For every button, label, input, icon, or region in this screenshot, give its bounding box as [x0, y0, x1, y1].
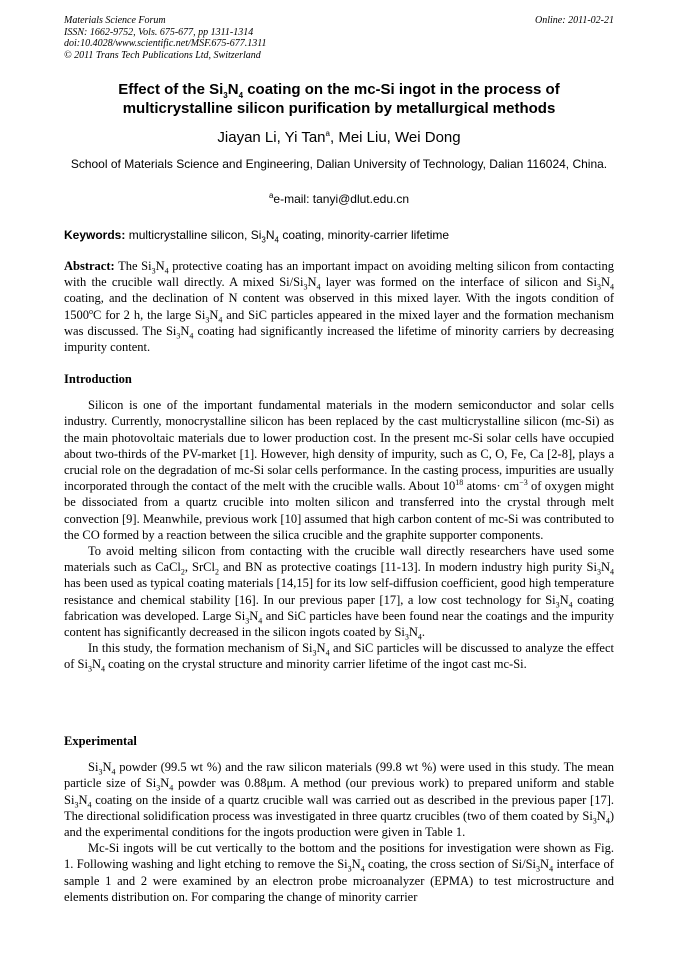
- affiliation: School of Materials Science and Engineering, Dalian University of Technology, Dalian 116024, China.: [70, 157, 608, 171]
- experimental-section: [64, 733, 614, 905]
- experimental-paragraph-2: Mc-Si ingots will be cut vertically to the bottom and the positions for investigation were shown as Fig. 1. Following washing and light etching to remove the $Si_3N_4$ coating, the cross section of $Si/Si_3N_4$ interface of sample 1 and 2 were examined by an electron probe microanalyzer (EPMA) to test microstructure and elements distribution on. For comparing the change of minority carrier: [64, 841, 614, 904]
- email-line: $^a$e-mail: tanyi@dlut.edu.cn: [268, 191, 410, 206]
- experimental-heading: Experimental: [64, 734, 137, 748]
- author-list: Jiayan Li, Yi Tan$^a$, Mei Liu, Wei Dong: [217, 129, 461, 146]
- online-date: Online: 2011-02-21: [535, 15, 614, 26]
- abstract: Abstract: The $Si_3N_4$ protective coating has an important impact on avoiding melting silicon from contacting with the crucible wall directly. A mixed $Si/Si_3N_4$ layer was formed on the interface of silicon and $Si_3N_4$ coating, and the declination of N content was observed in this mixed layer. With the ingots condition of 1500$^o$C for 2 h, the large $Si_3N_4$ and SiC particles appeared in the mixed layer and the formation mechanism was discussed. The $Si_3N_4$ coating had significantly increased the lifetime of minority carriers by decreasing impurity content.: [64, 259, 614, 355]
- copyright-line: © 2011 Trans Tech Publications Ltd, Switzerland: [64, 49, 261, 61]
- introduction-section: [64, 371, 614, 673]
- paper-title: Effect of the $Si_3N_4$ coating on the mc-Si ingot in the process of multicrystalline silicon purification by metallurgical methods: [118, 81, 560, 117]
- experimental-paragraph-1: $Si_3N_4$ powder (99.5 wt %) and the raw silicon materials (99.8 wt %) were used in this study. The mean particle size of $Si_3N_4$ powder was 0.88μm. A method (our previous work) to prepared uniform and stable $Si_3N_4$ coating on the inside of a quartz crucible wall was carried out as described in the previous paper [17]. The directional solidification process was investigated in three quartz crucibles (two of them coated by $Si_3N_4$) and the experimental conditions for the ingots production were given in Table 1.: [64, 760, 614, 840]
- intro-paragraph-2: To avoid melting silicon from contacting with the crucible wall directly researchers have used some materials such as CaCl$_2$, SrCl$_2$ and BN as protective coatings [11-13]. In modern industry high purity $Si_3N_4$ has been used as typical coating materials [14,15] for its low self-diffusion coefficient, good high temperature resistance and chemical stability [16]. In our previous paper [17], a low cost technology for $Si_3N_4$ coating fabrication was developed. Large $Si_3N_4$ and SiC particles have been found near the coatings and the impurity content has significantly decreased in the silicon ingots coated by $Si_3N_4$.: [64, 544, 614, 642]
- intro-paragraph-1: Silicon is one of the important fundamental materials in the modern semiconductor and solar cells industry. Currently, monocrystalline silicon has been replaced by the cast multicrystalline silicon (mc-Si) as the main photovoltaic materials due to lower production cost. In the present mc-Si solar cells have occupied about two-thirds of the PV-market [1]. However, high density of impurity, such as C, O, Fe, Ca [2-8], plays a crucial role on the degradation of mc-Si solar cells performance. In the casting process, impurities are usually incorporated through the contact of the melt with the crucible walls. About $10^{18}$ atoms· $cm^{-3}$ of oxygen might be dissociated from a quartz crucible into molten silicon and transferred into the crystal through melt convection [9]. Meanwhile, previous work [10] assumed that high carbon content of mc-Si was contributed to the CO formed by a reaction between the silica crucible and the graphite supporter components.: [64, 398, 614, 542]
- keywords: Keywords: multicrystalline silicon, $Si_3N_4$ coating, minority-carrier lifetime: [64, 228, 450, 245]
- doi-line: doi:10.4028/www.scientific.net/MSF.675-677.1311: [64, 38, 267, 49]
- issn-line: ISSN: 1662-9752, Vols. 675-677, pp 1311-1314: [64, 26, 254, 38]
- introduction-heading: Introduction: [64, 372, 132, 386]
- journal-name: Materials Science Forum: [64, 15, 166, 26]
- intro-paragraph-3: In this study, the formation mechanism of $Si_3N_4$ and SiC particles will be discussed to analyze the effect of $Si_3N_4$ coating on the crystal structure and minority carrier lifetime of the ingot cast mc-Si.: [64, 641, 614, 674]
- running-header: [64, 15, 267, 61]
